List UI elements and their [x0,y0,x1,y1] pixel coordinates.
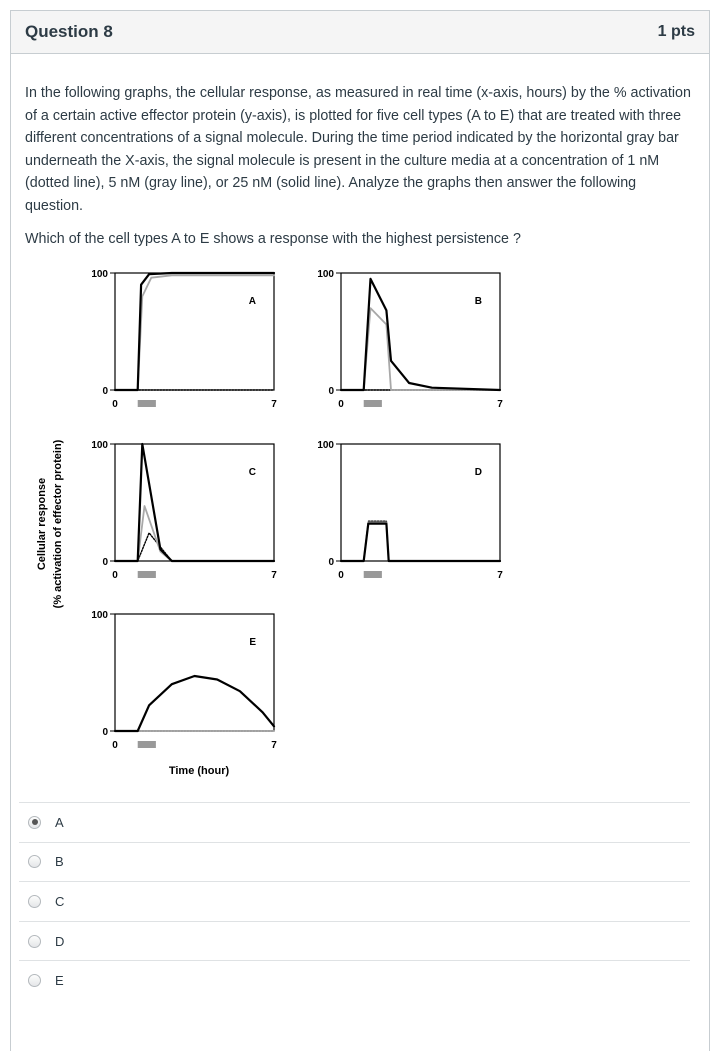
answer-option-e[interactable] [19,960,690,1000]
x-tick-label: 7 [497,570,503,581]
answer-list [19,802,690,1000]
question-body [11,54,709,250]
panel-label: B [474,296,482,307]
question-description: In the following graphs, the cellular response, as measured in real time (x-axis, hours) by the % activation of a certain active effector protein (y-axis), is plotted for five cell types (A to E) that are treated with three different concentrations of a signal molecule. During the time period indicated by the horizontal gray bar underneath the X-axis, the signal molecule is present in the culture media at a concentration of 1 nM (dotted line), 5 nM (gray line), or 25 nM (solid line). Analyze the graphs then answer the following question. [25,85,691,214]
y-tick-label: 100 [91,269,108,280]
x-tick-label: 0 [112,570,118,581]
xlabel: Time (hour) [168,765,230,777]
y-tick-label: 100 [317,440,334,451]
ylabel-line1: Cellular response [36,477,48,571]
y-tick-label: 0 [102,557,108,568]
y-tick-label: 0 [328,557,334,568]
ylabel-line2: (% activation of effector protein) [52,439,64,609]
y-tick-label: 100 [91,610,108,621]
answer-label: B [55,854,64,870]
x-tick-label: 7 [271,740,277,751]
stimulus-bar [138,400,156,407]
stimulus-bar [138,571,156,578]
x-tick-label: 7 [271,399,277,410]
question-points: 1 pts [657,23,695,40]
response-graphs-figure [28,262,518,792]
answer-label: C [55,893,65,909]
series-line-25nm [115,676,274,731]
panel-label: D [474,467,482,478]
y-tick-label: 0 [102,727,108,738]
x-tick-label: 0 [338,399,344,410]
panel-label: A [248,296,256,307]
series-line-25nm [115,273,274,390]
stimulus-bar [138,741,156,748]
plot-frame [115,614,274,731]
graphs-svg [28,262,518,792]
answer-option-a[interactable] [19,802,690,842]
answer-option-c[interactable] [19,881,690,921]
radio-button[interactable] [28,895,41,908]
series-line-25nm [115,444,274,561]
panel-label: C [248,467,256,478]
question-prompt: Which of the cell types A to E shows a response with the highest persistence ? [25,231,521,247]
x-tick-label: 7 [271,570,277,581]
radio-selected-dot [32,819,38,825]
y-tick-label: 0 [328,386,334,397]
answer-label: E [55,973,64,989]
x-tick-label: 0 [338,570,344,581]
y-tick-label: 100 [317,269,334,280]
radio-button[interactable] [28,816,41,829]
answer-option-d[interactable] [19,921,690,961]
series-line-25nm [341,524,500,561]
radio-button[interactable] [28,935,41,948]
answer-label: A [55,814,64,830]
answer-label: D [55,933,65,949]
radio-button[interactable] [28,974,41,987]
radio-button[interactable] [28,855,41,868]
x-tick-label: 0 [112,740,118,751]
x-tick-label: 0 [112,399,118,410]
y-tick-label: 100 [91,440,108,451]
stimulus-bar [364,400,382,407]
y-tick-label: 0 [102,386,108,397]
x-tick-label: 7 [497,399,503,410]
question-header [11,11,709,54]
panel-label: E [249,637,256,648]
stimulus-bar [364,571,382,578]
question-title: Question 8 [25,22,113,41]
answer-option-b[interactable] [19,842,690,882]
